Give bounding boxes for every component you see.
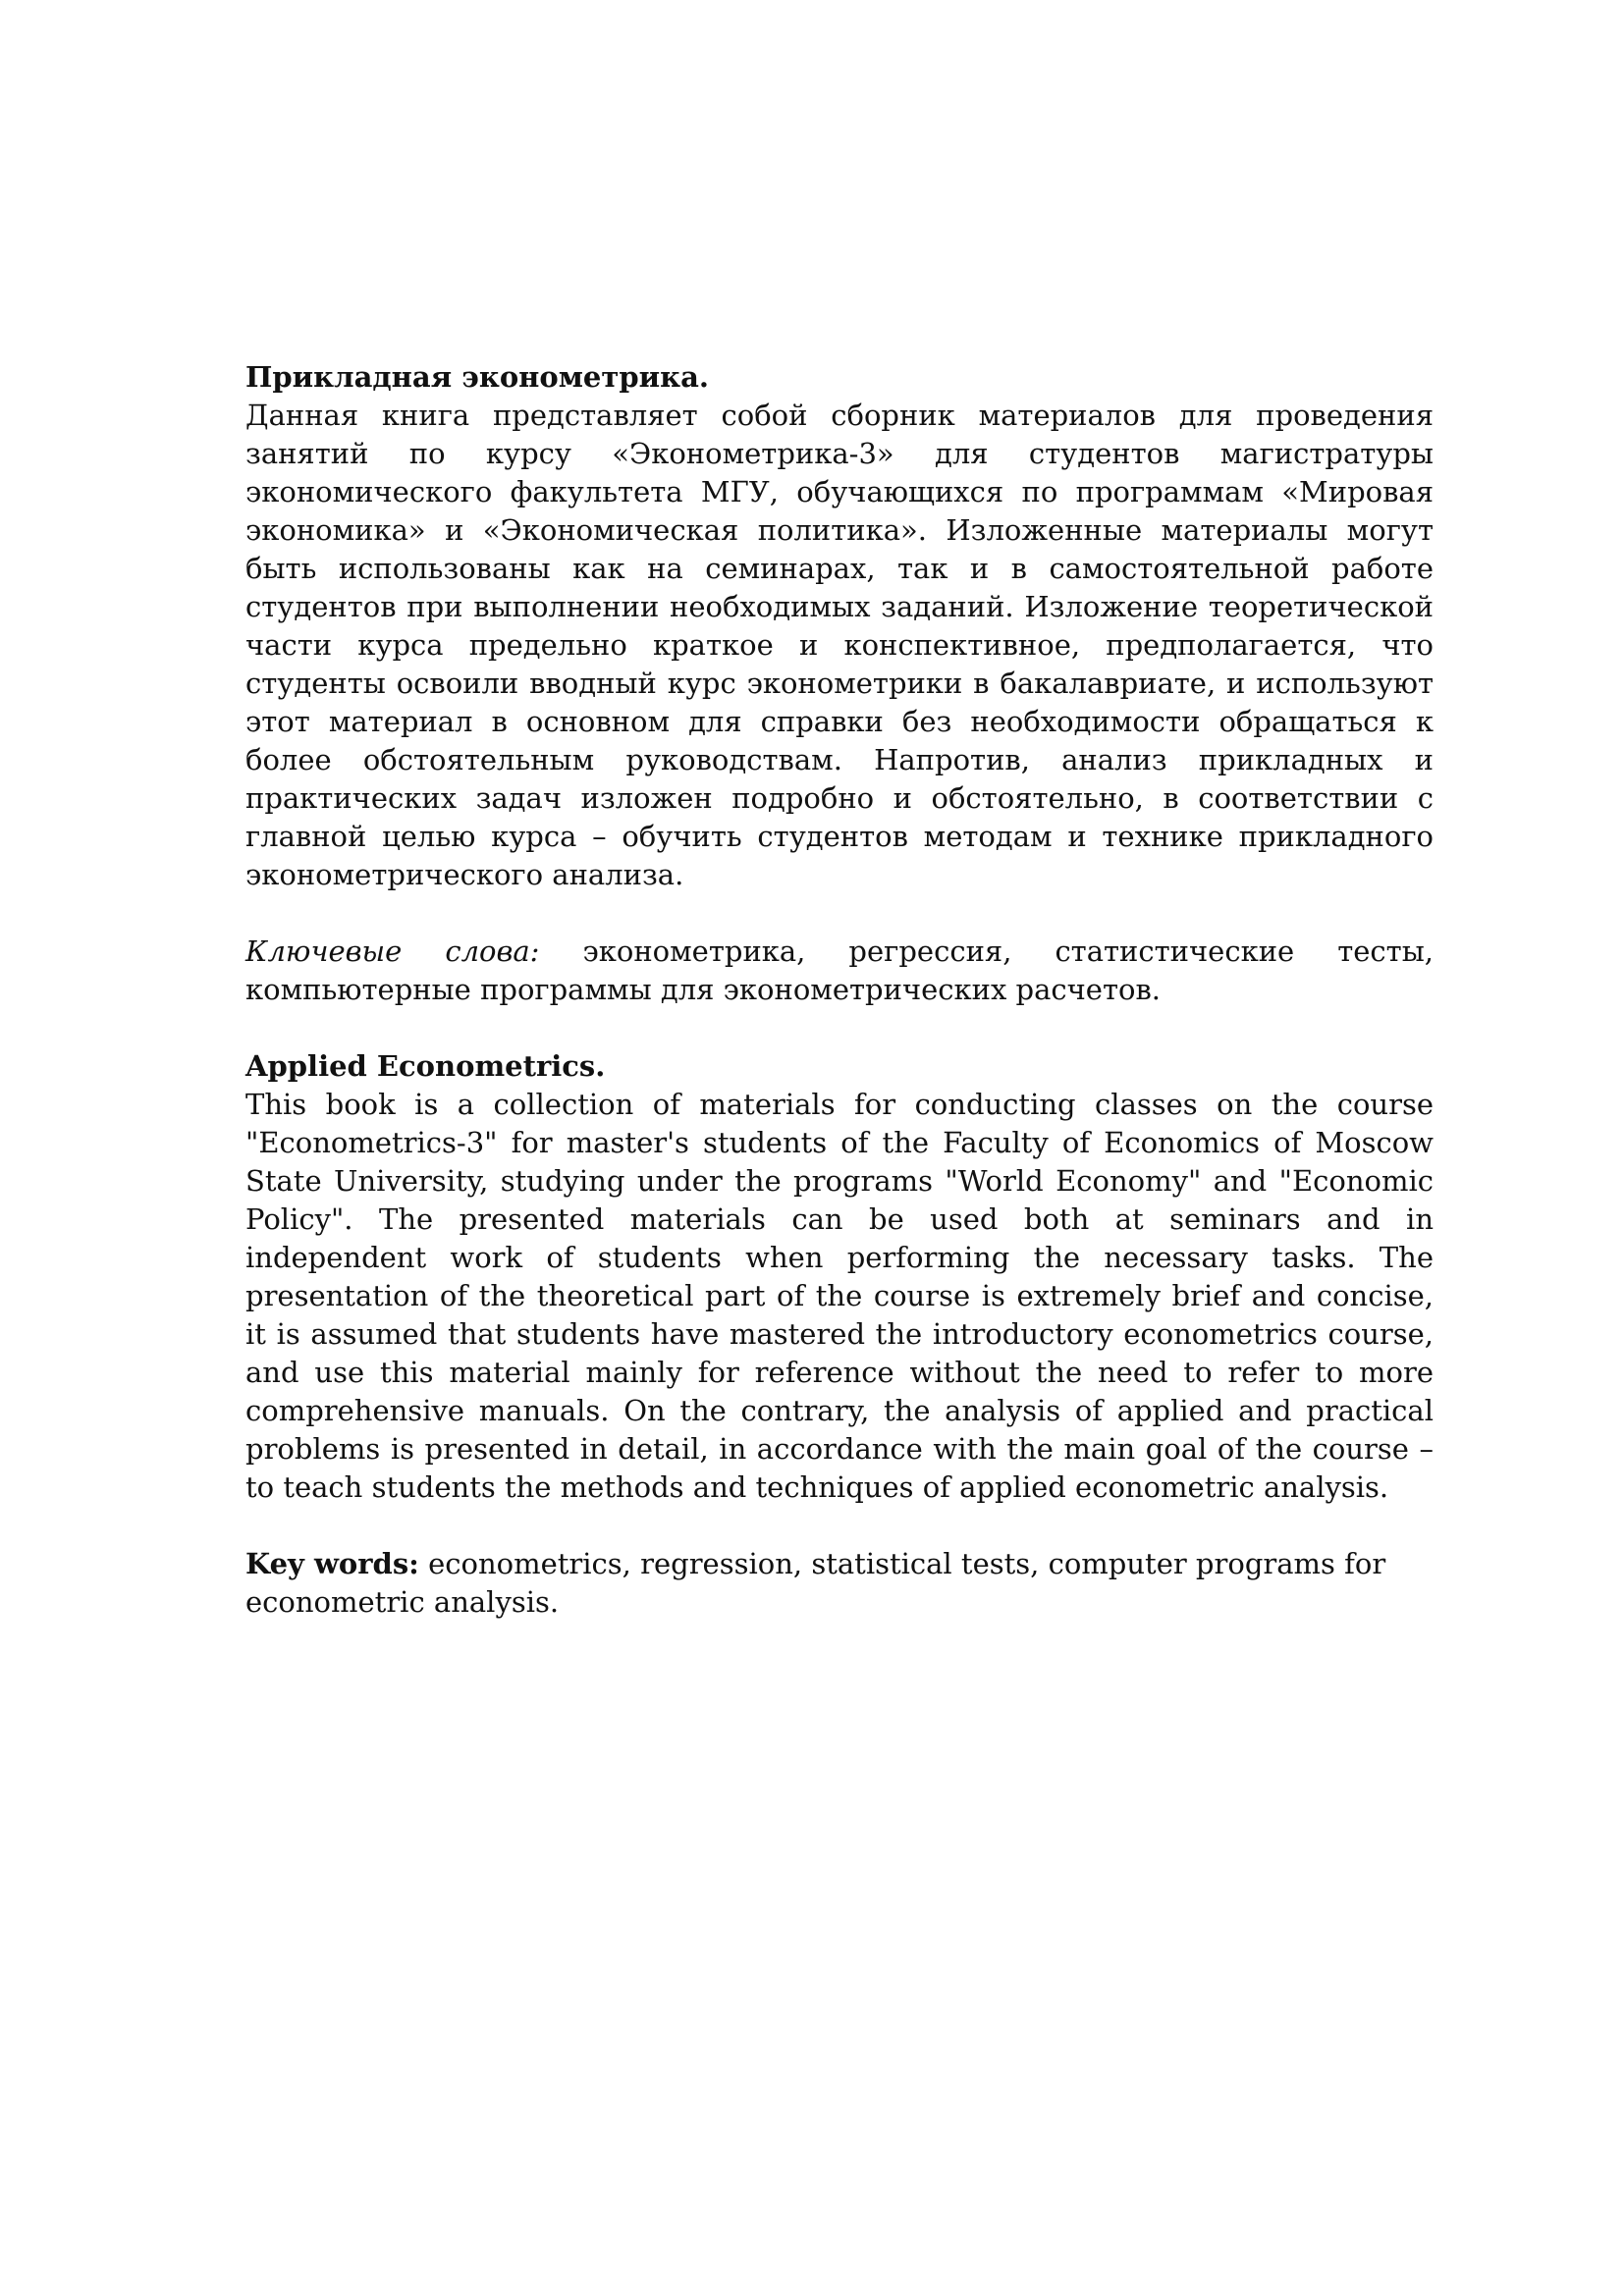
russian-keywords-label: Ключевые слова: xyxy=(245,934,540,968)
english-title: Applied Econometrics. xyxy=(245,1049,606,1083)
russian-keywords-section xyxy=(245,933,1434,1009)
russian-keywords-text: эконометрика, регрессия, статистические тесты, компьютерные программы для эконометрических расчетов. xyxy=(245,934,1435,1006)
english-keywords-text: econometrics, regression, statistical tests, computer programs for econometric analysis. xyxy=(245,1547,1386,1619)
russian-abstract-section xyxy=(245,358,1434,894)
russian-abstract-text: Данная книга представляет собой сборник материалов для проведения занятий по курсу «Эконометрика-3» для студентов магистратуры экономического факультета МГУ, обучающихся по программам «Мировая экономика» и «Экономическая политика». Изложенные материалы могут быть использованы как на семинарах, так и в самостоятельной работе студентов при выполнении необходимых заданий. Изложение теоретической части курса предельно краткое и конспективное, предполагается, что студенты освоили вводный курс эконометрики в бакалавриате, и используют этот материал в основном для справки без необходимости обращаться к более обстоятельным руководствам. Напротив, анализ прикладных и практических задач изложен подробно и обстоятельно, в соответствии с главной целью курса – обучить студентов методам и технике прикладного эконометрического анализа. xyxy=(245,399,1434,891)
english-keywords-line xyxy=(245,1545,1434,1622)
english-keywords-section xyxy=(245,1545,1434,1622)
english-keywords-label: Key words: xyxy=(245,1547,419,1580)
english-abstract-section xyxy=(245,1047,1434,1507)
abstract-block xyxy=(245,358,1434,1622)
english-abstract-text: This book is a collection of materials for conducting classes on the course "Econometrics-3" for master's students of the Faculty of Economics of Moscow State University, studying under the programs "World Economy" and "Economic Policy". The presented materials can be used both at seminars and in independent work of students when performing the necessary tasks. The presentation of the theoretical part of the course is extremely brief and concise, it is assumed that students have mastered the introductory econometrics course, and use this material mainly for reference without the need to refer to more comprehensive manuals. On the contrary, the analysis of applied and practical problems is presented in detail, in accordance with the main goal of the course – to teach students the methods and techniques of applied econometric analysis. xyxy=(245,1088,1434,1504)
russian-title: Прикладная эконометрика. xyxy=(245,360,709,394)
russian-keywords-line xyxy=(245,933,1434,1009)
